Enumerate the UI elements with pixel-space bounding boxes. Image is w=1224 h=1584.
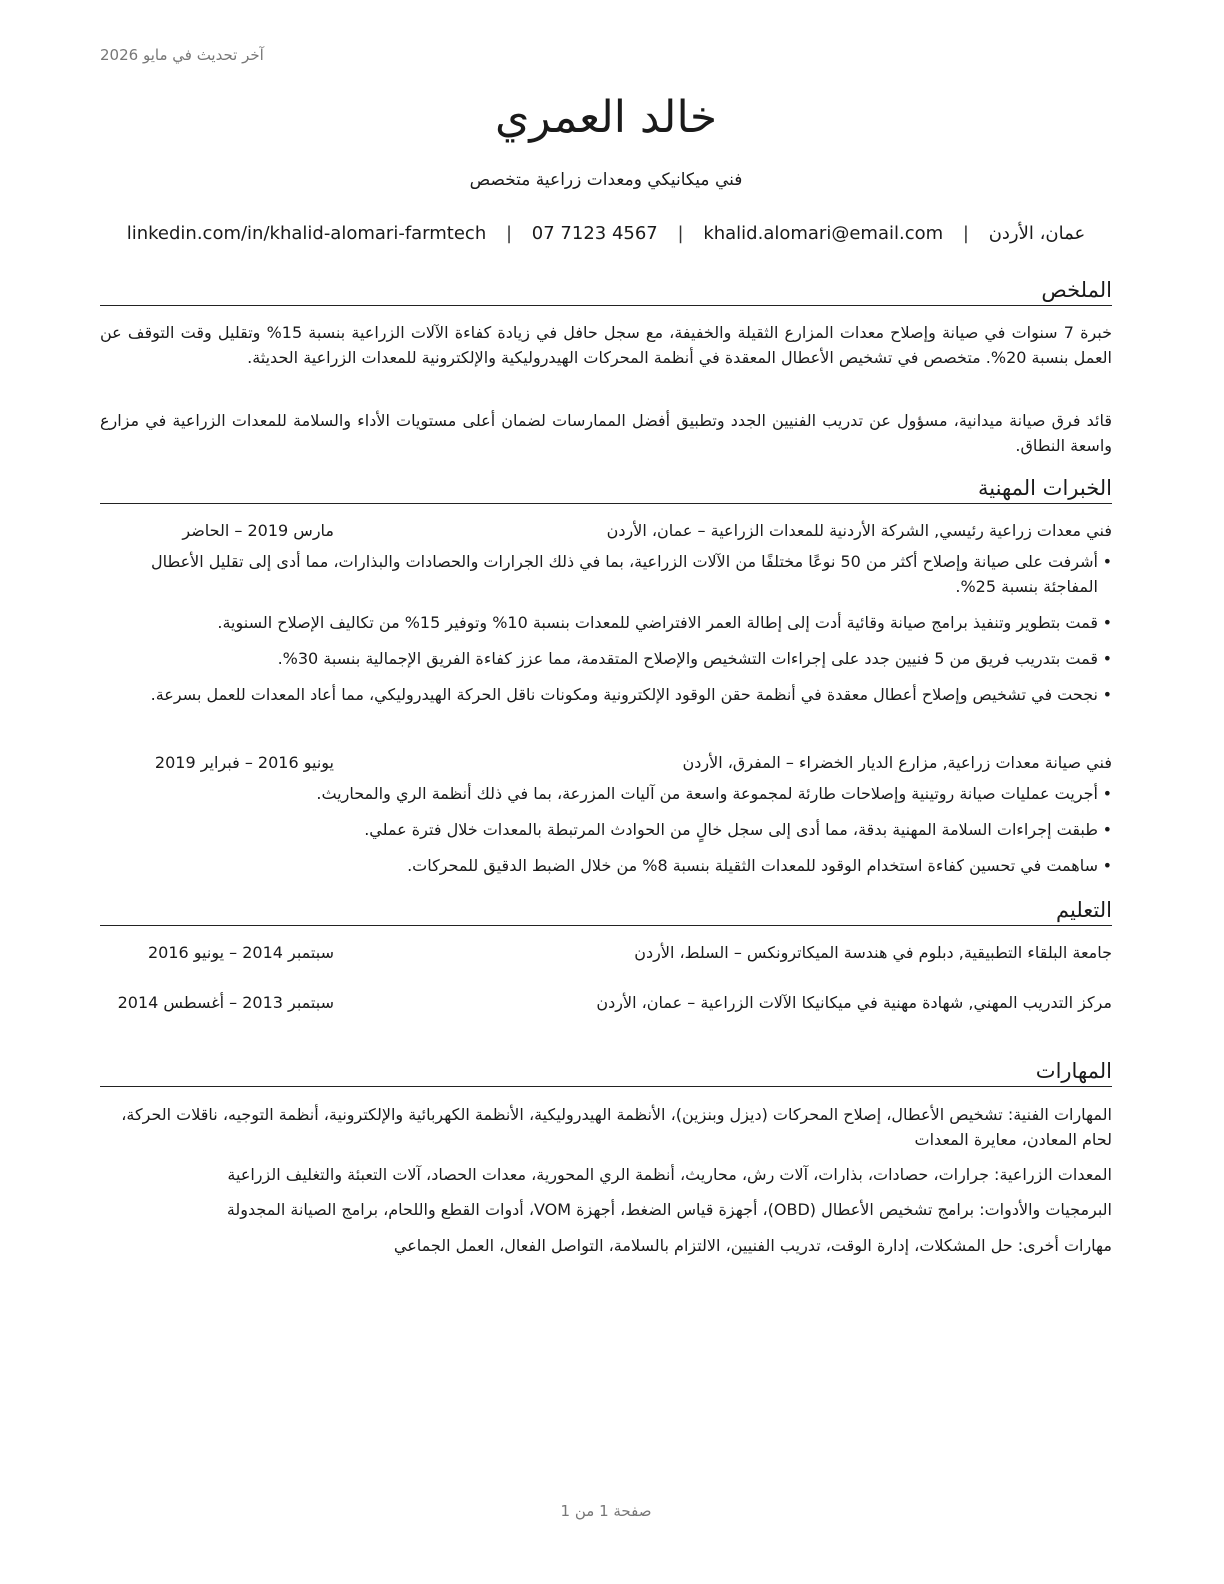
contact-line (100, 223, 1112, 244)
job-bullet: • نجحت في تشخيص وإصلاح أعطال معقدة في أنظمة حقن الوقود الإلكترونية ومكونات ناقل الحركة الهيدروليكي، مما أعاد المعدات للعمل بسرعة. (100, 682, 1112, 707)
contact-location: عمان، الأردن (988, 223, 1086, 244)
summary-paragraph: خبرة 7 سنوات في صيانة وإصلاح معدات المزارع الثقيلة والخفيفة، مع سجل حافل في زيادة كفاءة الآلات الزراعية بنسبة 15% وتقليل وقت التوقف عن العمل بنسبة 20%. متخصص في تشخيص الأعطال المعقدة في أنظمة المحركات الهيدروليكية والإلكترونية للمعدات الزراعية الحديثة. (100, 323, 1113, 367)
job-dates: يونيو 2016 – فبراير 2019 (154, 753, 334, 772)
job-bullets (100, 781, 1112, 889)
job-role: فني صيانة معدات زراعية, مزارع الديار الخضراء – المفرق، الأردن (682, 753, 1112, 772)
job-dates: مارس 2019 – الحاضر (182, 521, 334, 540)
skills-line: مهارات أخرى: حل المشكلات، إدارة الوقت، تدريب الفنيين، الالتزام بالسلامة، التواصل الفعال، العمل الجماعي (393, 1236, 1112, 1255)
job-bullet: • قمت بتدريب فريق من 5 فنيين جدد على إجراءات التشخيص والإصلاح المتقدمة، مما عزز كفاءة الفريق الإجمالية بنسبة 30%. (100, 646, 1112, 671)
skills-line: البرمجيات والأدوات: برامج تشخيص الأعطال (OBD)، أجهزة قياس الضغط، أجهزة VOM، أدوات القطع واللحام، برامج الصيانة المجدولة (226, 1200, 1112, 1219)
job-bullets (100, 549, 1112, 718)
page-footer: صفحة 1 من 1 (560, 1502, 652, 1520)
job-bullet: • قمت بتطوير وتنفيذ برامج صيانة وقائية أدت إلى إطالة العمر الافتراضي للمعدات بنسبة 10% وتوفير 15% من تكاليف الإصلاح السنوية. (100, 610, 1112, 635)
job-bullet: • أجريت عمليات صيانة روتينية وإصلاحات طارئة لمجموعة واسعة من آليات المزرعة، بما في ذلك أنظمة الري والمحاريث. (100, 781, 1112, 806)
contact-linkedin[interactable]: linkedin.com/in/khalid-alomari-farmtech (126, 223, 487, 244)
section-heading-experience: الخبرات المهنية (100, 475, 1112, 504)
summary-paragraph: قائد فرق صيانة ميدانية، مسؤول عن تدريب الفنيين الجدد وتطبيق أفضل الممارسات لضمان أعلى مستويات الأداء والسلامة للمعدات الزراعية في مزارع واسعة النطاق. (100, 411, 1112, 455)
contact-separator: | (677, 223, 684, 244)
education-dates: سبتمبر 2013 – أغسطس 2014 (117, 993, 334, 1012)
contact-separator: | (505, 223, 513, 244)
resume-page (100, 0, 1112, 1584)
education-institution: مركز التدريب المهني, شهادة مهنية في ميكانيكا الآلات الزراعية – عمان، الأردن (596, 993, 1112, 1012)
contact-email[interactable]: khalid.alomari@email.com (703, 223, 944, 244)
skills-line: المعدات الزراعية: جرارات، حصادات، بذارات، آلات رش، محاريث، أنظمة الري المحورية، معدات الحصاد، آلات التعبئة والتغليف الزراعية (227, 1165, 1112, 1184)
job-bullet: • طبقت إجراءات السلامة المهنية بدقة، مما أدى إلى سجل خالٍ من الحوادث المرتبطة بالمعدات خلال فترة عملي. (100, 817, 1112, 842)
job-bullet: • أشرفت على صيانة وإصلاح أكثر من 50 نوعًا مختلفًا من الآلات الزراعية، بما في ذلك الجرارات والحصادات والبذارات، مما أدى إلى تقليل الأعطال المفاجئة بنسبة 25%. (100, 549, 1112, 599)
section-heading-summary: الملخص (100, 277, 1112, 306)
section-heading-education: التعليم (100, 897, 1112, 926)
skills-line: المهارات الفنية: تشخيص الأعطال، إصلاح المحركات (ديزل وبنزين)، الأنظمة الهيدروليكية، الأنظمة الكهربائية والإلكترونية، أنظمة التوجيه، ناقلات الحركة، لحام المعادن، معايرة المعدات (121, 1105, 1112, 1149)
education-dates: سبتمبر 2014 – يونيو 2016 (147, 943, 334, 962)
job-title: فني ميكانيكي ومعدات زراعية متخصص (469, 170, 743, 190)
section-heading-skills: المهارات (100, 1058, 1112, 1087)
job-role: فني معدات زراعية رئيسي, الشركة الأردنية للمعدات الزراعية – عمان، الأردن (606, 521, 1112, 540)
last-updated: آخر تحديث في مايو 2026 (100, 46, 264, 64)
job-bullet: • ساهمت في تحسين كفاءة استخدام الوقود للمعدات الثقيلة بنسبة 8% من خلال الضبط الدقيق للمحركات. (100, 853, 1112, 878)
candidate-name: خالد العمري (494, 92, 718, 143)
contact-phone[interactable]: 07 7123 4567 (531, 223, 658, 244)
education-institution: جامعة البلقاء التطبيقية, دبلوم في هندسة الميكاترونكس – السلط، الأردن (634, 943, 1112, 962)
contact-separator: | (962, 223, 969, 244)
